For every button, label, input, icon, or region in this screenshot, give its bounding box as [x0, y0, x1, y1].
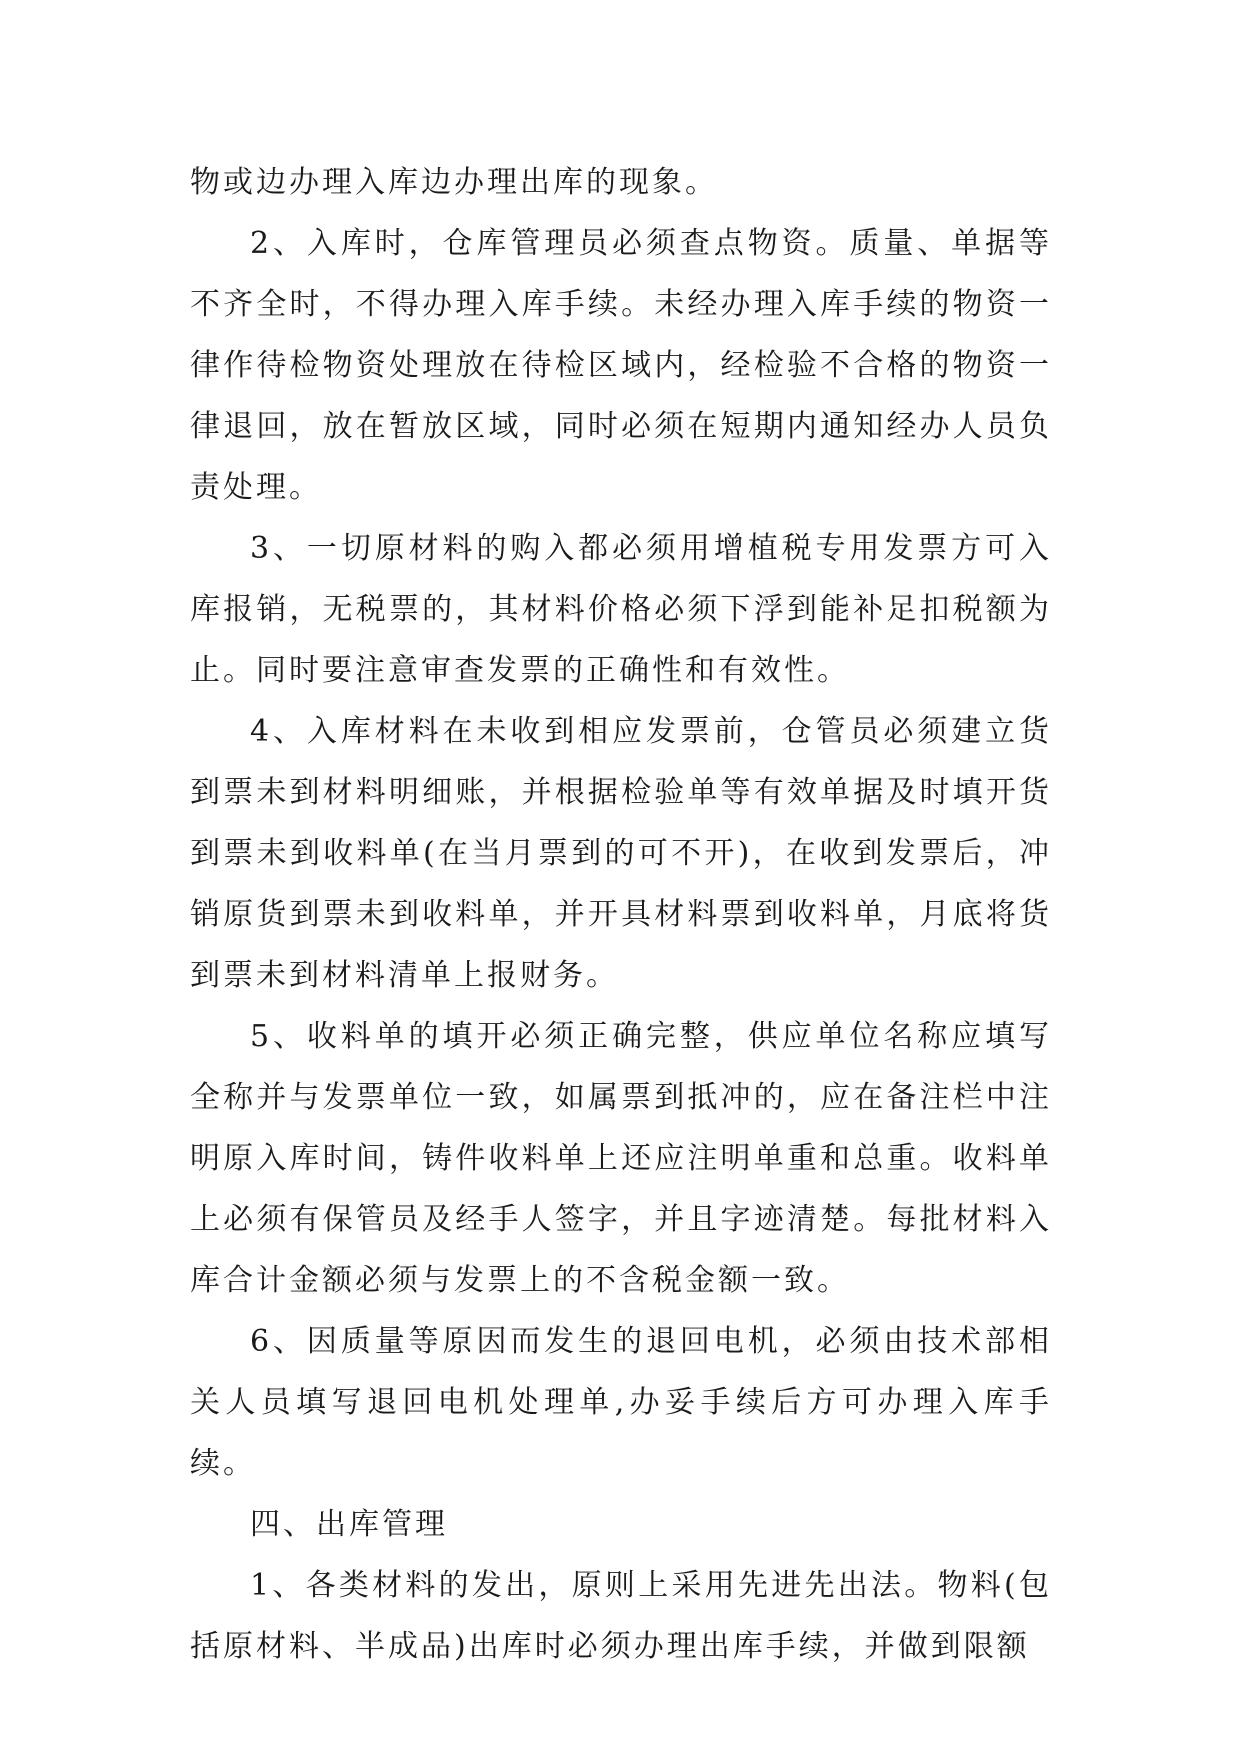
paragraph-item-5: 5、收料单的填开必须正确完整，供应单位名称应填写全称并与发票单位一致，如属票到抵冲的，应在备注栏中注明原入库时间，铸件收料单上还应注明单重和总重。收料单上必须有保管员及经手人签字，并且字迹清楚。每批材料入库合计金额必须与发票上的不含税金额一致。: [190, 1019, 1052, 1298]
paragraph-outbound-item-1: 1、各类材料的发出，原则上采用先进先出法。物料(包括原材料、半成品)出库时必须办理出库手续，并做到限额: [190, 1568, 1052, 1664]
paragraph-continuation: 物或边办理入库边办理出库的现象。: [190, 165, 718, 200]
paragraph-item-6: 6、因质量等原因而发生的退回电机，必须由技术部相关人员填写退回电机处理单,办妥手续后方可办理入库手续。: [190, 1324, 1052, 1481]
paragraph-item-3: 3、一切原材料的购入都必须用增植税专用发票方可入库报销，无税票的，其材料价格必须下浮到能补足扣税额为止。同时要注意审查发票的正确性和有效性。: [190, 531, 1052, 688]
section-heading-outbound: 四、出库管理: [250, 1507, 448, 1542]
paragraph-item-2: 2、入库时，仓库管理员必须查点物资。质量、单据等不齐全时，不得办理入库手续。未经办理入库手续的物资一律作待检物资处理放在待检区域内，经检验不合格的物资一律退回，放在暂放区域，同时必须在短期内通知经办人员负责处理。: [190, 226, 1052, 505]
paragraph-item-4: 4、入库材料在未收到相应发票前，仓管员必须建立货到票未到材料明细账，并根据检验单等有效单据及时填开货到票未到收料单(在当月票到的可不开)，在收到发票后，冲销原货到票未到收料单，并开具材料票到收料单，月底将货到票未到材料清单上报财务。: [190, 714, 1052, 993]
document-body: [190, 152, 1052, 1677]
